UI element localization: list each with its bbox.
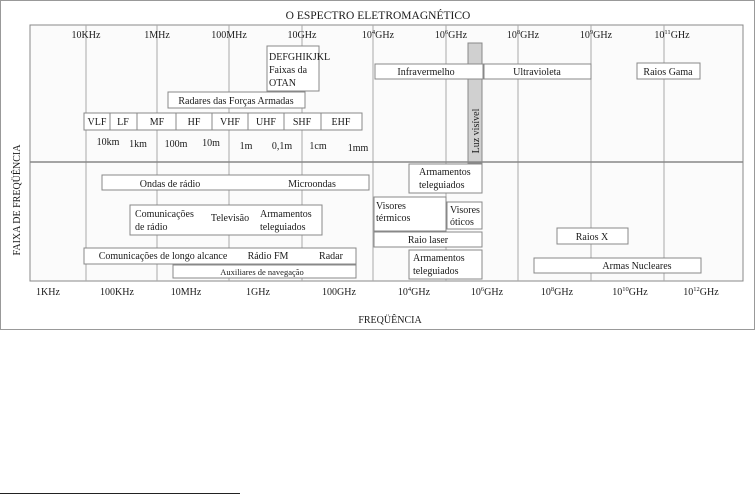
guided-weapons-label-1: Armamentos teleguiados [419,167,471,191]
long-range-comms-label: Comunicações de longo alcance [98,251,228,262]
wavelength-1cm: 1cm [309,141,327,152]
bottom-label-1khz: 1KHz [36,287,60,298]
radar-label: Radar [319,251,343,262]
bottom-label-10e6ghz: $10^6GHz$ [470,286,504,298]
navigation-aids-label: Auxiliares de navegação [220,267,304,277]
bottom-label-1ghz: 1GHz [246,287,270,298]
armed-forces-radar-label: Radares das Forças Armadas [178,96,294,107]
top-label-10e9ghz: $10^9GHz$ [579,29,613,41]
frequency-bands-row [84,113,362,130]
nuclear-weapons-label: Armas Nucleares [602,261,672,272]
wavelength-100m: 100m [164,139,188,150]
gamma-rays-label: Raios Gama [643,67,693,78]
wavelength-1km: 1km [129,139,147,150]
wavelength-10km: 10km [96,137,120,148]
y-axis-title: FAIXA DE FREQÜÊNCIA [12,144,23,256]
ultraviolet-label: Ultravioleta [513,67,561,78]
band-vhf: VHF [219,117,241,128]
bottom-label-10e12ghz: $10^{12}GHz$ [683,286,719,298]
bottom-label-10e10ghz: $10^{10}GHz$ [612,286,648,298]
top-frequency-labels [72,29,691,41]
top-label-10ghz: 10GHz [287,30,317,41]
guided-weapons-label-3: Armamentos teleguiados [413,253,465,277]
band-hf: HF [187,117,201,128]
visible-light-label: Luz visível [471,108,482,154]
top-label-10e6ghz: $10^6GHz$ [434,29,468,41]
top-label-10e11ghz: $10^{11}GHz$ [654,29,690,41]
wavelength-0-1m: 0,1m [271,141,293,152]
laser-beam-label: Raio laser [407,235,449,246]
band-mf: MF [149,117,165,128]
x-rays-label: Raios X [575,232,609,243]
radio-comms-label: Comunicações de rádio [135,209,194,233]
top-label-1mhz: 1MHz [144,30,170,41]
infrared-label: Infravermelho [397,67,455,78]
diagram-title: O ESPECTRO ELETROMAGNÉTICO [285,10,471,22]
footnote-separator [0,493,240,494]
wavelength-1m: 1m [239,141,253,152]
wavelength-1mm: 1mm [347,143,369,154]
band-lf: LF [117,117,129,128]
band-shf: SHF [292,117,312,128]
wavelength-10m: 10m [202,138,220,149]
band-uhf: UHF [255,117,277,128]
top-label-10khz: 10KHz [71,30,101,41]
fm-radio-label: Rádio FM [247,251,289,262]
x-axis-title: FREQÜÊNCIA [358,315,422,326]
top-label-10e8ghz: $10^8GHz$ [506,29,540,41]
band-ehf: EHF [331,117,351,128]
top-label-100mhz: 100MHz [211,30,247,41]
bottom-label-10mhz: 10MHz [170,287,202,298]
radio-waves-label: Ondas de rádio [139,179,201,190]
bottom-label-10e8ghz: $10^8GHz$ [540,286,574,298]
thermal-viewers-label: Visores térmicos [376,201,411,224]
television-label: Televisão [210,213,250,224]
bottom-label-100ghz: 100GHz [322,287,356,298]
bottom-label-10e4ghz: $10^4GHz$ [397,286,431,298]
bottom-label-100khz: 100KHz [100,287,134,298]
guided-weapons-label-2: Armamentos teleguiados [260,209,312,233]
optical-viewers-label: Visores óticos [450,205,480,228]
nato-bands-label: DEFGHIKJKL Faixas da OTAN [269,52,330,89]
top-label-10e4ghz: $10^4GHz$ [361,29,395,41]
band-vlf: VLF [87,117,107,128]
microwaves-label: Microondas [288,179,336,190]
